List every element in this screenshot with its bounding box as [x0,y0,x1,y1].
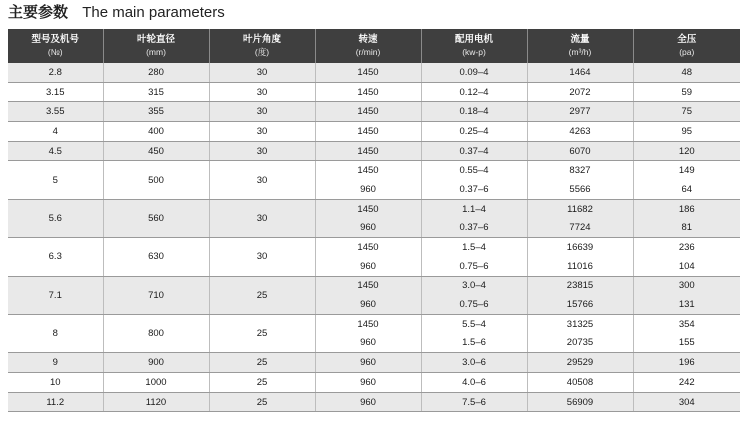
cell-flow [527,334,633,353]
cell-flow [527,82,633,102]
cell-model: 4.5 [8,141,103,161]
cell-pressure [633,314,740,333]
cell-motor [421,276,527,295]
header-unit: (r/min) [355,47,381,57]
table-row [8,63,740,82]
cell-motor-value: 0.37–4 [459,145,489,157]
cell-angle: 25 [209,373,315,393]
cell-flow-value: 7724 [569,222,591,234]
cell-speed [315,219,421,238]
cell-model: 11.2 [8,392,103,412]
cell-motor-value: 0.18–4 [459,106,489,118]
header-speed [315,29,421,63]
cell-angle: 25 [209,392,315,412]
header-label: 叶片角度 [242,34,281,45]
cell-flow [527,102,633,122]
cell-pressure [633,219,740,238]
cell-model: 6.3 [8,238,103,276]
cell-flow-value: 23815 [566,280,594,292]
cell-pressure [633,295,740,314]
cell-pressure-value: 242 [678,376,695,388]
cell-angle: 30 [209,63,315,82]
cell-angle: 30 [209,238,315,276]
cell-speed [315,199,421,218]
cell-speed [315,161,421,180]
header-label: 全压 [677,34,697,45]
cell-speed [315,353,421,373]
cell-motor-value: 3.0–4 [462,280,486,292]
cell-motor [421,257,527,276]
cell-flow [527,257,633,276]
cell-diameter: 315 [103,82,209,102]
header-label: 流量 [570,34,590,45]
cell-model: 5 [8,161,103,199]
cell-motor-value: 0.37–6 [459,183,489,195]
cell-diameter: 630 [103,238,209,276]
cell-motor-value: 1.5–6 [462,337,486,349]
cell-pressure-value: 75 [681,106,693,118]
cell-flow [527,122,633,142]
cell-flow-value: 29529 [566,357,594,369]
cell-speed-value: 1450 [357,66,379,78]
cell-flow-value: 2977 [569,106,591,118]
cell-flow [527,392,633,412]
cell-flow-value: 11682 [567,203,593,215]
cell-model: 7.1 [8,276,103,314]
cell-flow [527,63,633,82]
cell-flow [527,314,633,333]
cell-speed [315,257,421,276]
cell-diameter: 1000 [103,373,209,393]
cell-flow-value: 6070 [569,145,591,157]
cell-pressure [633,199,740,218]
cell-speed [315,141,421,161]
cell-speed [315,180,421,199]
cell-angle: 30 [209,199,315,237]
cell-pressure [633,334,740,353]
cell-diameter: 400 [103,122,209,142]
cell-motor-value: 0.75–6 [459,299,489,311]
cell-pressure [633,392,740,412]
table-row [8,122,740,142]
table-row [8,238,740,257]
cell-angle: 30 [209,102,315,122]
page-title [8,2,225,24]
cell-pressure-value: 64 [681,183,693,195]
header-pressure [633,29,740,63]
header-unit: (kw-p) [462,47,486,57]
cell-motor [421,295,527,314]
cell-motor-value: 1.5–4 [462,242,486,254]
cell-diameter: 900 [103,353,209,373]
cell-speed [315,238,421,257]
cell-model: 2.8 [8,63,103,82]
cell-motor-value: 3.0–6 [462,357,486,369]
cell-model: 10 [8,373,103,393]
cell-pressure [633,373,740,393]
cell-motor [421,199,527,218]
cell-pressure [633,180,740,199]
cell-pressure [633,102,740,122]
cell-motor-value: 4.0–6 [462,376,486,388]
cell-pressure-value: 120 [678,145,695,157]
table-row [8,82,740,102]
cell-angle: 25 [209,314,315,352]
table-row [8,276,740,295]
cell-motor-value: 0.55–4 [459,165,489,177]
cell-speed-value: 960 [360,357,376,369]
header-label: 转速 [358,34,378,45]
cell-flow-value: 5566 [569,183,591,195]
cell-motor [421,102,527,122]
cell-speed [315,295,421,314]
cell-speed-value: 1450 [357,86,379,98]
cell-speed-value: 960 [360,260,376,272]
header-flow [527,29,633,63]
cell-flow [527,199,633,218]
cell-flow-value: 11016 [567,260,593,272]
cell-pressure-value: 59 [681,86,693,98]
cell-motor [421,122,527,142]
cell-speed-value: 1450 [357,203,379,215]
cell-model: 5.6 [8,199,103,237]
table-row [8,141,740,161]
cell-flow-value: 8327 [569,165,591,177]
header-unit: (mm) [146,47,166,57]
header-diameter [103,29,209,63]
cell-speed-value: 960 [360,396,376,408]
cell-flow-value: 40508 [566,376,594,388]
cell-speed [315,276,421,295]
cell-speed [315,373,421,393]
cell-flow-value: 31325 [566,318,594,330]
cell-diameter: 500 [103,161,209,199]
cell-pressure [633,276,740,295]
title-english: The main parameters [82,4,225,21]
header-label: 型号及机号 [31,34,79,45]
cell-speed [315,82,421,102]
cell-pressure-value: 95 [681,125,693,137]
cell-flow-value: 20735 [566,337,594,349]
cell-flow [527,161,633,180]
cell-angle: 25 [209,353,315,373]
cell-motor-value: 5.5–4 [462,318,486,330]
table-row [8,353,740,373]
cell-flow-value: 15766 [566,299,594,311]
cell-pressure-value: 131 [678,299,695,311]
cell-motor-value: 0.75–6 [459,260,489,272]
cell-speed-value: 960 [360,299,376,311]
cell-speed [315,63,421,82]
cell-model: 4 [8,122,103,142]
cell-angle: 25 [209,276,315,314]
cell-motor [421,180,527,199]
cell-motor [421,141,527,161]
cell-speed-value: 1450 [357,165,379,177]
cell-speed [315,122,421,142]
cell-pressure-value: 149 [678,165,695,177]
cell-pressure [633,238,740,257]
header-label: 配用电机 [454,34,493,45]
cell-flow [527,353,633,373]
cell-pressure-value: 236 [678,242,695,254]
cell-speed-value: 1450 [357,145,379,157]
cell-flow [527,295,633,314]
cell-speed-value: 960 [360,376,376,388]
cell-flow-value: 56909 [566,396,594,408]
cell-flow [527,373,633,393]
cell-pressure [633,63,740,82]
cell-flow-value: 16639 [566,242,594,254]
cell-motor [421,373,527,393]
cell-pressure-value: 186 [678,203,695,215]
cell-motor [421,219,527,238]
cell-angle: 30 [209,82,315,102]
cell-flow [527,180,633,199]
cell-motor-value: 0.25–4 [459,125,489,137]
cell-pressure-value: 304 [678,396,695,408]
cell-flow [527,219,633,238]
table-row [8,373,740,393]
header-unit: (pa) [679,47,695,57]
cell-speed-value: 960 [360,183,376,195]
cell-model: 8 [8,314,103,352]
cell-diameter: 800 [103,314,209,352]
cell-speed-value: 960 [360,337,376,349]
cell-motor-value: 0.37–6 [459,222,489,234]
cell-model: 3.15 [8,82,103,102]
cell-pressure-value: 354 [678,318,695,330]
cell-flow [527,141,633,161]
cell-speed-value: 1450 [357,242,379,254]
cell-angle: 30 [209,122,315,142]
cell-speed-value: 1450 [357,106,379,118]
table-body [8,63,740,412]
cell-pressure [633,161,740,180]
cell-speed-value: 1450 [357,280,379,292]
cell-flow [527,238,633,257]
cell-motor [421,63,527,82]
cell-motor [421,392,527,412]
cell-pressure [633,122,740,142]
header-motor [421,29,527,63]
header-unit: (№) [47,47,63,57]
table-row [8,102,740,122]
cell-diameter: 710 [103,276,209,314]
header-unit: (m³/h) [568,47,592,57]
header-label: 叶轮直径 [136,34,175,45]
parameters-table [8,29,740,412]
table-row [8,161,740,180]
cell-motor-value: 1.1–4 [462,203,486,215]
header-model [8,29,103,63]
header-angle [209,29,315,63]
cell-speed [315,314,421,333]
cell-motor [421,314,527,333]
cell-pressure-value: 155 [678,337,695,349]
cell-motor [421,353,527,373]
cell-speed-value: 1450 [357,318,379,330]
header-unit: (度) [254,47,270,57]
cell-diameter: 355 [103,102,209,122]
table-row [8,199,740,218]
cell-flow [527,276,633,295]
cell-speed [315,392,421,412]
cell-diameter: 450 [103,141,209,161]
cell-speed-value: 960 [360,222,376,234]
cell-speed [315,102,421,122]
cell-motor-value: 0.12–4 [459,86,489,98]
cell-motor-value: 0.09–4 [459,66,489,78]
table-row [8,314,740,333]
cell-diameter: 1120 [103,392,209,412]
cell-pressure-value: 300 [678,280,695,292]
cell-model: 9 [8,353,103,373]
cell-pressure-value: 104 [678,260,695,272]
cell-flow-value: 1464 [569,66,591,78]
cell-pressure [633,141,740,161]
cell-motor [421,238,527,257]
cell-angle: 30 [209,141,315,161]
cell-pressure [633,257,740,276]
cell-pressure-value: 81 [681,222,693,234]
cell-motor-value: 7.5–6 [462,396,486,408]
cell-pressure [633,82,740,102]
parameters-table-container [8,29,740,412]
table-row [8,392,740,412]
cell-pressure [633,353,740,373]
cell-motor [421,334,527,353]
cell-diameter: 560 [103,199,209,237]
cell-motor [421,161,527,180]
cell-speed-value: 1450 [357,125,379,137]
cell-pressure-value: 48 [681,66,693,78]
cell-angle: 30 [209,161,315,199]
title-chinese: 主要参数 [8,4,69,21]
cell-flow-value: 4263 [569,125,591,137]
header-row [8,29,740,63]
cell-pressure-value: 196 [678,357,695,369]
cell-model: 3.55 [8,102,103,122]
cell-flow-value: 2072 [569,86,591,98]
table-header [8,29,740,63]
cell-motor [421,82,527,102]
cell-diameter: 280 [103,63,209,82]
cell-speed [315,334,421,353]
